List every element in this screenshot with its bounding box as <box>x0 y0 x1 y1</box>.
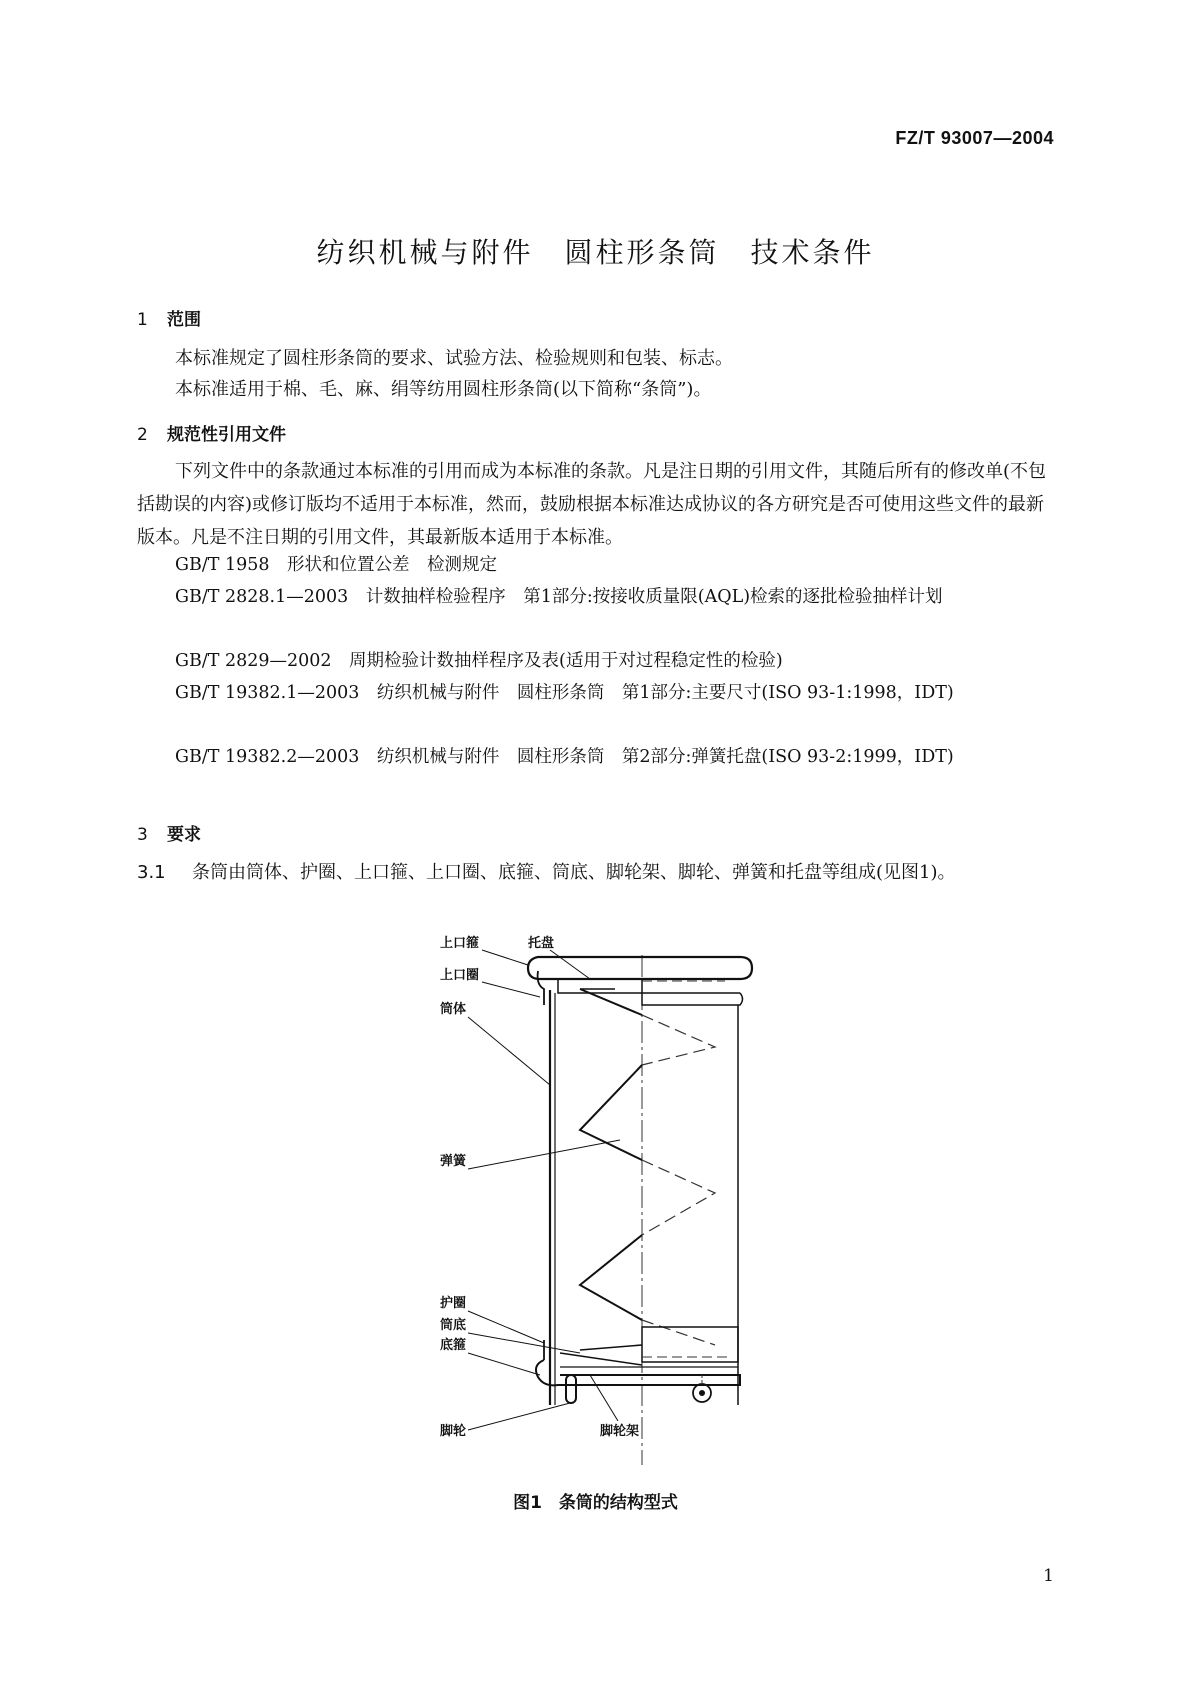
label-guard-ring: 护圈 <box>440 1296 467 1311</box>
reference-item: GB/T 19382.1—2003 纺织机械与附件 圆柱形条筒 第1部分:主要尺寸(ISO 93-1:1998，IDT) <box>175 683 954 703</box>
leader-line <box>468 1311 544 1343</box>
page-number: 1 <box>1043 1566 1054 1586</box>
caster-hub <box>699 1390 705 1396</box>
spring-dashed <box>642 1320 715 1345</box>
leader-line <box>482 982 540 997</box>
label-top-ring: 上口圈 <box>440 968 480 983</box>
section-1-heading <box>137 305 201 330</box>
leader-line <box>468 1403 570 1430</box>
section-2-heading <box>137 420 286 445</box>
clause-text: 条筒由筒体、护圈、上口箍、上口圈、底箍、筒底、脚轮架、脚轮、弹簧和托盘等组成(见图1)。 <box>192 862 956 883</box>
section-3-heading <box>137 820 201 845</box>
leader-line <box>468 1333 580 1353</box>
top-hoop <box>538 971 544 1005</box>
leader-line <box>550 950 590 979</box>
clause-3-1 <box>137 858 956 884</box>
label-top-hoop: 上口箍 <box>440 936 480 951</box>
reference-item: GB/T 2829—2002 周期检验计数抽样程序及表(适用于对过程稳定性的检验) <box>175 651 783 671</box>
section-2-intro: 下列文件中的条款通过本标准的引用而成为本标准的条款。凡是注日期的引用文件，其随后所有的修改单(不包括勘误的内容)或修订版均不适用于本标准，然而，鼓励根据本标准达成协议的各方研究是否可使用这些文件的最新版本。凡是不注日期的引用文件，其最新版本适用于本标准。 <box>137 461 1047 548</box>
label-tray: 托盘 <box>528 936 555 951</box>
leader-line <box>482 950 528 965</box>
section-number: 1 <box>137 310 148 330</box>
leader-line <box>468 1140 620 1169</box>
document-title: 纺织机械与附件 圆柱形条筒 技术条件 <box>316 236 875 269</box>
spring-bottom <box>560 1353 642 1365</box>
tray-rim <box>528 957 752 979</box>
spring-dashed <box>642 1160 715 1235</box>
spring-dashed <box>642 1015 715 1065</box>
figure-caption: 图1 条筒的结构型式 <box>513 1493 678 1513</box>
label-bottom: 筒底 <box>440 1318 467 1333</box>
standard-code: FZ/T 93007—2004 <box>895 128 1054 148</box>
caster-left <box>566 1375 576 1403</box>
leader-line <box>468 1017 550 1085</box>
top-ring-right <box>642 979 743 1005</box>
reference-item: GB/T 2828.1—2003 计数抽样检验程序 第1部分:按接收质量限(AQL)检索的逐批检验抽样计划 <box>175 587 943 607</box>
sliver-can-diagram <box>440 935 770 1480</box>
section-1-para-2: 本标准适用于棉、毛、麻、绢等纺用圆柱形条筒(以下简称“条筒”)。 <box>175 379 712 400</box>
section-title: 范围 <box>167 310 201 330</box>
label-bottom-hoop: 底箍 <box>440 1338 467 1353</box>
section-number: 2 <box>137 425 148 445</box>
section-title: 要求 <box>167 825 201 845</box>
spring-bottom <box>580 1345 642 1350</box>
label-caster: 脚轮 <box>440 1424 467 1439</box>
leader-line <box>590 1375 618 1421</box>
reference-item: GB/T 1958 形状和位置公差 检测规定 <box>175 555 498 575</box>
label-caster-frame: 脚轮架 <box>600 1424 640 1439</box>
spring-solid <box>580 1235 642 1320</box>
section-number: 3 <box>137 825 148 845</box>
label-spring: 弹簧 <box>440 1154 467 1169</box>
section-title: 规范性引用文件 <box>167 425 286 445</box>
section-1-para-1: 本标准规定了圆柱形条筒的要求、试验方法、检验规则和包装、标志。 <box>175 348 733 369</box>
leader-line <box>468 1353 540 1375</box>
reference-item: GB/T 19382.2—2003 纺织机械与附件 圆柱形条筒 第2部分:弹簧托盘(ISO 93-2:1999，IDT) <box>175 747 954 767</box>
label-body: 筒体 <box>440 1002 467 1017</box>
clause-number: 3.1 <box>137 862 166 883</box>
